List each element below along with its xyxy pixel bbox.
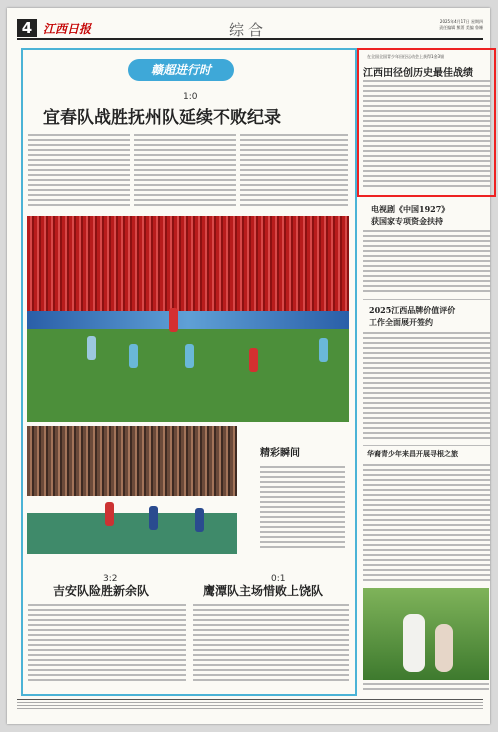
- article-2-title-line-1: 电视剧《中国1927》: [371, 204, 450, 214]
- divider: [363, 299, 491, 300]
- masthead: [17, 18, 483, 40]
- photo-crowd: [27, 216, 349, 311]
- headline-3: 鹰潭队主场惜败上饶队: [203, 584, 324, 598]
- paper-logo: 江西日报: [43, 22, 92, 36]
- editor-credit: 责任编辑 熊菁 美编 鲁姗: [439, 25, 483, 30]
- article-side-4-body: [363, 464, 491, 582]
- photo-caption: [363, 683, 489, 695]
- article-1-col-3: [240, 134, 348, 210]
- player-figure: [105, 502, 114, 526]
- article-side-2-body: [363, 230, 491, 296]
- player-figure: [185, 344, 194, 368]
- match1-score: 1:0: [183, 92, 198, 102]
- headline-1: 宜春队战胜抚州队延续不败纪录: [43, 108, 281, 128]
- divider: [363, 445, 491, 446]
- match-photo-main: [27, 216, 349, 422]
- article-3-body: [193, 604, 349, 688]
- children-photo: [363, 588, 489, 680]
- article-1-col-1: [28, 134, 130, 210]
- box-article-body: [363, 80, 491, 192]
- child-figure: [435, 624, 453, 672]
- date-text: 2025年4月17日 星期四: [439, 19, 483, 24]
- player-figure: [149, 506, 158, 530]
- photo-pitch: [27, 513, 237, 554]
- photo-crowd: [27, 426, 237, 496]
- feature-title: 精彩瞬间: [260, 448, 300, 459]
- banner-title: 赣超进行时: [128, 59, 234, 81]
- article-3-title-line-2: 工作全面展开签约: [369, 317, 433, 327]
- match-photo-secondary: [27, 426, 237, 554]
- page-footer: [17, 699, 483, 713]
- article-3-title-line-1: 2025江西品牌价值评价: [369, 305, 456, 315]
- newspaper-page: [7, 8, 490, 724]
- box-headline: 江西田径创历史最佳战绩: [363, 68, 473, 79]
- article-1-col-2: [134, 134, 236, 210]
- player-figure: [129, 344, 138, 368]
- article-side-3-body: [363, 332, 491, 442]
- player-figure: [195, 508, 204, 532]
- box-kicker: 在全国全国青少年田径运动会上获得1金3银: [367, 54, 445, 59]
- article-2-body: [28, 604, 186, 688]
- player-figure: [249, 348, 258, 372]
- player-figure: [169, 308, 178, 332]
- headline-2: 吉安队险胜新余队: [53, 584, 150, 598]
- match2-score: 3:2: [103, 574, 118, 584]
- photo-ad-board: [27, 311, 349, 330]
- article-2-title-line-2: 获国家专项资金扶持: [371, 216, 443, 226]
- article-4-title: 华裔青少年来昌开展寻根之旅: [367, 449, 458, 458]
- page-number: 4: [17, 19, 37, 37]
- feature-captions: [260, 466, 345, 554]
- date-line: [439, 19, 483, 31]
- section-title: 综合: [229, 21, 268, 39]
- player-figure: [319, 338, 328, 362]
- player-figure: [87, 336, 96, 360]
- match3-score: 0:1: [271, 574, 286, 584]
- child-figure: [403, 614, 425, 672]
